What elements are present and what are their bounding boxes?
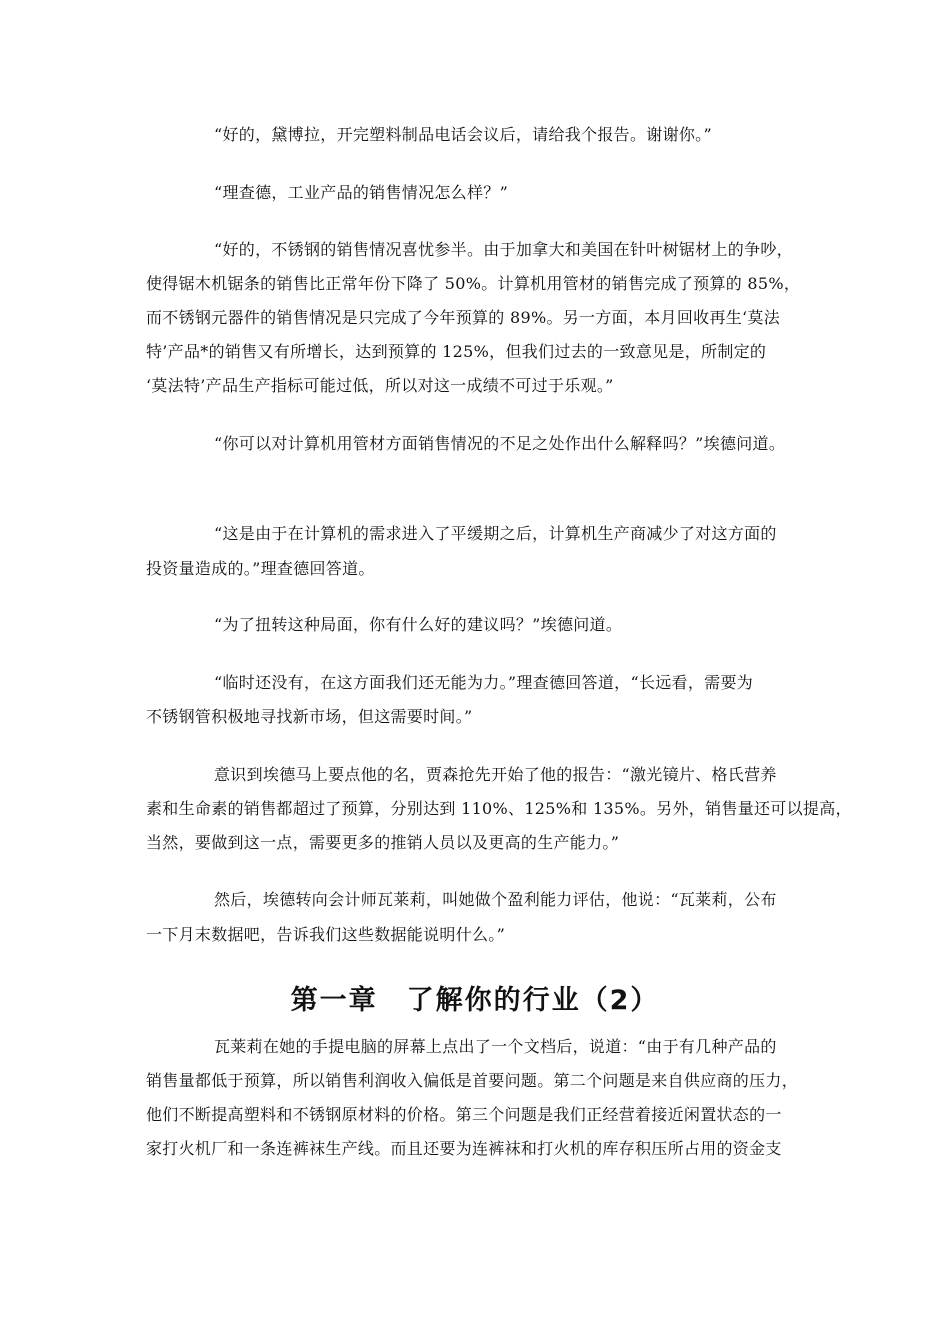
paragraph-line: “你可以对计算机用管材方面销售情况的不足之处作出什么解释吗？”埃德问道。 — [214, 434, 786, 453]
paragraph-line: “好的，不锈钢的销售情况喜忧参半。由于加拿大和美国在针叶树锯材上的争吵， — [214, 240, 793, 259]
paragraph-line: 不锈钢管积极地寻找新市场，但这需要时间。” — [146, 707, 473, 726]
paragraph-line: “这是由于在计算机的需求进入了平缓期之后，计算机生产商减少了对这方面的 — [214, 524, 777, 543]
paragraph-line: 他们不断提高塑料和不锈钢原材料的价格。第三个问题是我们正经营着接近闲置状态的一 — [146, 1105, 782, 1124]
paragraph-line: 使得锯木机锯条的销售比正常年份下降了 50%。计算机用管材的销售完成了预算的 85%， — [146, 274, 801, 293]
paragraph-line: 家打火机厂和一条连裤袜生产线。而且还要为连裤袜和打火机的库存积压所占用的资金支 — [146, 1139, 782, 1158]
paragraph-line: 当然，要做到这一点，需要更多的推销人员以及更高的生产能力。” — [146, 833, 620, 852]
chapter-heading: 第一章 了解你的行业（2） — [290, 985, 660, 1016]
paragraph-line: 投资量造成的。”理查德回答道。 — [146, 559, 375, 578]
paragraph-line: “好的，黛博拉，开完塑料制品电话会议后，请给我个报告。谢谢你。” — [214, 125, 712, 144]
paragraph-line: 瓦莱莉在她的手提电脑的屏幕上点出了一个文档后，说道：“由于有几种产品的 — [214, 1037, 777, 1056]
paragraph-line: ‘莫法特’产品生产指标可能过低，所以对这一成绩不可过于乐观。” — [146, 376, 614, 395]
paragraph-line: 一下月末数据吧，告诉我们这些数据能说明什么。” — [146, 925, 506, 944]
paragraph-line: 而不锈钢元器件的销售情况是只完成了今年预算的 89%。另一方面，本月回收再生‘莫法 — [146, 308, 781, 327]
paragraph-line: “理查德，工业产品的销售情况怎么样？” — [214, 183, 509, 202]
paragraph-line: 特’产品*的销售又有所增长，达到预算的 125%，但我们过去的一致意见是，所制定的 — [146, 342, 767, 361]
paragraph-line: 销售量都低于预算，所以销售利润收入偏低是首要问题。第二个问题是来自供应商的压力， — [146, 1071, 799, 1090]
paragraph-line: 然后，埃德转向会计师瓦莱莉，叫她做个盈利能力评估，他说：“瓦莱莉，公布 — [214, 890, 777, 909]
paragraph-line: “临时还没有，在这方面我们还无能为力。”理查德回答道，“长远看，需要为 — [214, 673, 754, 692]
paragraph-line: 素和生命素的销售都超过了预算，分别达到 110%、125%和 135%。另外，销售量还可以提高， — [146, 799, 852, 818]
paragraph-line: “为了扭转这种局面，你有什么好的建议吗？”埃德问道。 — [214, 615, 623, 634]
paragraph-line: 意识到埃德马上要点他的名，贾森抢先开始了他的报告：“激光镜片、格氏营养 — [214, 765, 777, 784]
